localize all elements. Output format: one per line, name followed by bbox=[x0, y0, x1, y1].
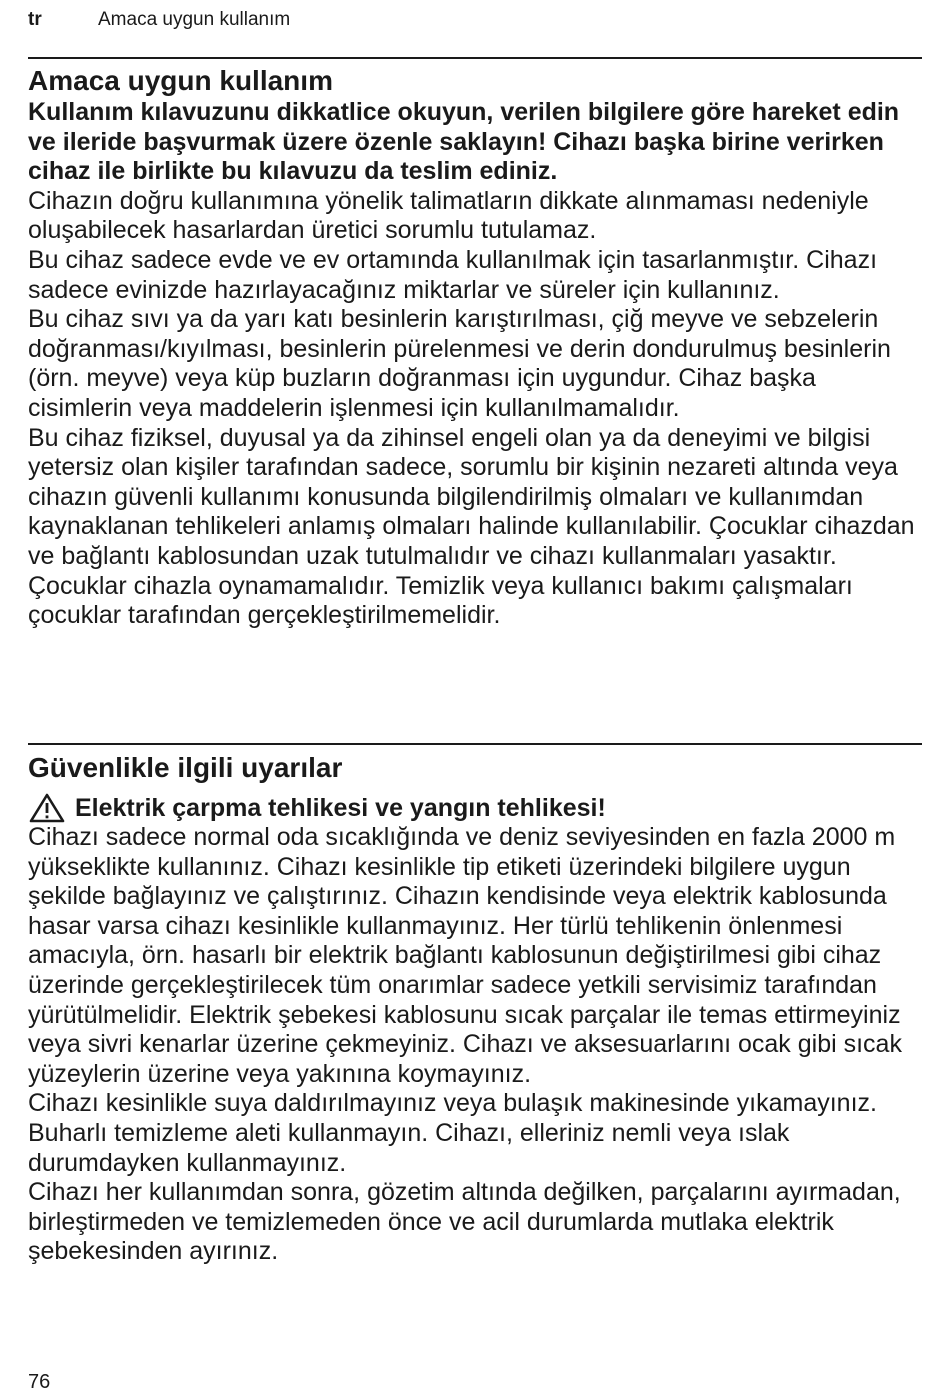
language-code: tr bbox=[28, 9, 42, 30]
section-safety-warnings bbox=[28, 751, 924, 1267]
running-header bbox=[28, 8, 920, 32]
section-heading: Güvenlikle ilgili uyarılar bbox=[28, 752, 343, 783]
warning-title: Elektrik çarpma tehlikesi ve yangın tehlikesi! bbox=[75, 794, 606, 822]
warning-title-row bbox=[28, 793, 924, 823]
paragraph: Bu cihaz sıvı ya da yarı katı besinlerin karıştırılması, çiğ meyve ve sebzelerin doğranması/kıyılması, besinlerin pürelenmesi ve derin dondurulmuş besinlerin (örn. meyve) veya küp buzların doğranması için uygundur. Cihaz başka cisimlerin veya maddelerin işlenmesi için kullanılmamalıdır. bbox=[28, 305, 891, 422]
paragraph: Cihazı her kullanımdan sonra, gözetim altında değilken, parçalarını ayırmadan, birleştirmeden ve temizlemeden önce ve acil durumlarda mutlaka elektrik şebekesinden ayırınız. bbox=[28, 1178, 901, 1266]
section-divider bbox=[28, 57, 922, 59]
running-header-title: Amaca uygun kullanım bbox=[98, 9, 291, 30]
paragraph: Bu cihaz fiziksel, duyusal ya da zihinsel engeli olan ya da deneyimi ve bilgisi yetersiz olan kişiler tarafından sadece, sorumlu bir kişinin nezareti altında veya cihazın güvenli kullanımı konusunda bilgilendirilmiş olmaları ve kullanımdan kaynaklanan tehlikeleri anlamış olmaları halinde kullanılabilir. Çocuklar cihazdan ve bağlantı kablosundan uzak tutulmalıdır ve cihazı kullanmaları yasaktır. Çocuklar cihazla oynamamalıdır. Temizlik veya kullanıcı bakımı çalışmaları çocuklar tarafından gerçekleştirilmemelidir. bbox=[28, 423, 915, 630]
paragraph: Cihazı kesinlikle suya daldırılmayınız veya bulaşık makinesinde yıkamayınız. Buharlı temizleme aleti kullanmayın. Cihazı, elleriniz nemli veya ıslak durumdayken kullanmayınız. bbox=[28, 1089, 877, 1177]
section-divider bbox=[28, 743, 922, 745]
section-heading: Amaca uygun kullanım bbox=[28, 65, 333, 96]
paragraph: Cihazın doğru kullanımına yönelik talimatların dikkate alınmaması nedeniyle oluşabilecek hasarlardan üretici sorumlu tutulamaz. bbox=[28, 186, 869, 245]
warning-triangle-icon bbox=[29, 793, 65, 823]
paragraph: Cihazı sadece normal oda sıcaklığında ve deniz seviyesinden en fazla 2000 m yükseklikte kullanınız. Cihazı kesinlikle tip etiketi üzerindeki bilgilere uygun şekilde bağlayınız ve çalıştırınız. Cihazın kendisinde veya elektrik kablosunda hasar varsa cihazı kesinlikle kullanmayınız. Her türlü tehlikenin önlenmesi amacıyla, örn. hasarlı bir elektrik bağlantı kablosunun değiştirilmesi gibi cihaz üzerinde gerçekleştirilecek tüm onarımlar sadece yetkili servisimiz tarafından yürütülmelidir. Elektrik şebekesi kablosunu sıcak parçalar ile temas ettirmeyiniz veya sivri kenarlar üzerine çekmeyiniz. Cihazı ve aksesuarlarını ocak gibi sıcak yüzeylerin üzerine veya yakınına koymayınız. bbox=[28, 823, 902, 1088]
intro-bold-paragraph: Kullanım kılavuzunu dikkatlice okuyun, verilen bilgilere göre hareket edin ve ileride başvurmak üzere özenle saklayın! Cihazı başka birine verirken cihaz ile birlikte bu kılavuzu da teslim ediniz. bbox=[28, 98, 900, 186]
paragraph: Bu cihaz sadece evde ve ev ortamında kullanılmak için tasarlanmıştır. Cihazı sadece evinizde hazırlayacağınız miktarlar ve süreler için kullanınız. bbox=[28, 245, 878, 304]
page-number: 76 bbox=[28, 1371, 51, 1393]
section-intended-use bbox=[28, 64, 924, 631]
